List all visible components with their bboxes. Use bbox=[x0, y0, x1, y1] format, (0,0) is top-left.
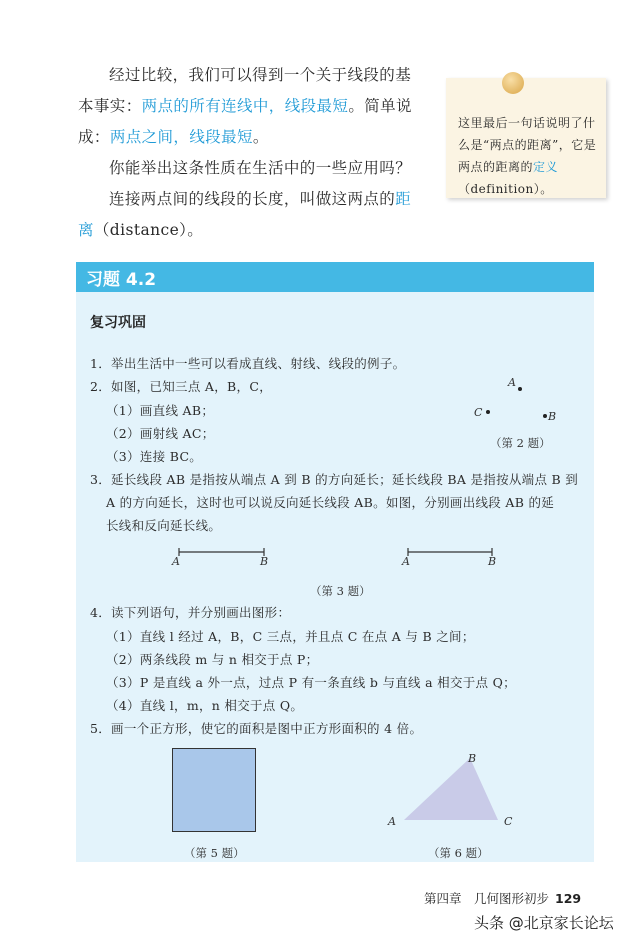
intro-paragraph-1: 经过比较，我们可以得到一个关于线段的基本事实：两点的所有连线中，线段最短。简单说成：两点之间，线段最短。 bbox=[78, 66, 412, 146]
exercise-line: （2）两条线段 m 与 n 相交于点 P； bbox=[106, 652, 319, 667]
label-a: A bbox=[508, 376, 516, 389]
side-note-text: 这里最后一句话说明了什么是“两点的距离”，它是两点的距离的定义（definition）。 bbox=[458, 116, 597, 196]
segment-ab-left bbox=[170, 548, 270, 562]
exercise-line: （4）直线 l，m，n 相交于点 Q。 bbox=[106, 698, 304, 713]
label-a: A bbox=[172, 555, 180, 568]
figure-3-caption: （第 3 题） bbox=[310, 584, 371, 598]
exercise-line: （1）画直线 AB； bbox=[106, 403, 215, 418]
figure-5-caption: （第 5 题） bbox=[184, 846, 245, 860]
exercise-line: （1）直线 l 经过 A，B，C 三点，并且点 C 在点 A 与 B 之间； bbox=[106, 629, 475, 644]
purple-triangle bbox=[396, 750, 506, 830]
intro-text bbox=[78, 60, 418, 246]
label-b: B bbox=[488, 555, 497, 568]
point-c bbox=[486, 410, 490, 414]
exercise-title: 习题 4.2 bbox=[86, 270, 157, 290]
exercise-line: （3）P 是直线 a 外一点，过点 P 有一条直线 b 与直线 a 相交于点 Q； bbox=[106, 675, 516, 690]
basic-fact-highlight: 两点的所有连线中，线段最短 bbox=[141, 97, 349, 115]
exercise-line: 5．画一个正方形，使它的面积是图中正方形面积的 4 倍。 bbox=[90, 721, 423, 736]
label-b: B bbox=[260, 555, 269, 568]
exercise-line: 3．延长线段 AB 是指按从端点 A 到 B 的方向延长；延长线段 BA 是指按从端点 B 到 bbox=[90, 472, 579, 487]
page-number: 129 bbox=[555, 891, 582, 906]
exercise-line: 1．举出生活中一些可以看成直线、射线、线段的例子。 bbox=[90, 356, 406, 371]
label-c: C bbox=[504, 815, 513, 828]
side-note bbox=[446, 78, 606, 198]
label-c: C bbox=[474, 406, 483, 419]
watermark: 头条 @北京家长论坛 bbox=[474, 914, 614, 932]
figure-2-caption: （第 2 题） bbox=[490, 436, 551, 450]
segment-ab-right bbox=[398, 548, 498, 562]
exercise-line: 长线和反向延长线。 bbox=[106, 518, 222, 533]
definition-term: 定义 bbox=[533, 160, 559, 174]
exercise-header bbox=[76, 262, 594, 292]
label-a: A bbox=[402, 555, 410, 568]
figure-6-caption: （第 6 题） bbox=[428, 846, 489, 860]
point-b bbox=[543, 414, 547, 418]
exercise-line: 4．读下列语句，并分别画出图形： bbox=[90, 605, 291, 620]
exercise-line: A 的方向延长，这时也可以说反向延长线段 AB。如图，分别画出线段 AB 的延 bbox=[106, 495, 555, 510]
distance-term: 距离 bbox=[78, 190, 412, 239]
chapter-title: 第四章 几何图形初步 bbox=[424, 891, 550, 906]
intro-paragraph-2: 你能举出这条性质在生活中的一些应用吗？ bbox=[109, 159, 412, 177]
blue-square bbox=[172, 748, 256, 832]
short-fact-highlight: 两点之间，线段最短 bbox=[109, 128, 253, 146]
label-b: B bbox=[548, 410, 557, 423]
intro-paragraph-3: 连接两点间的线段的长度，叫做这两点的距离（distance）。 bbox=[78, 190, 412, 239]
exercise-line: 2．如图，已知三点 A，B，C， bbox=[90, 379, 273, 394]
exercise-box bbox=[76, 262, 594, 862]
pushpin-icon bbox=[502, 72, 524, 94]
label-b: B bbox=[468, 752, 477, 765]
section-heading: 复习巩固 bbox=[90, 315, 146, 331]
exercise-line: （3）连接 BC。 bbox=[106, 449, 203, 464]
page-footer bbox=[424, 889, 581, 907]
exercise-line: （2）画射线 AC； bbox=[106, 426, 215, 441]
label-a: A bbox=[388, 815, 396, 828]
point-a bbox=[518, 387, 522, 391]
